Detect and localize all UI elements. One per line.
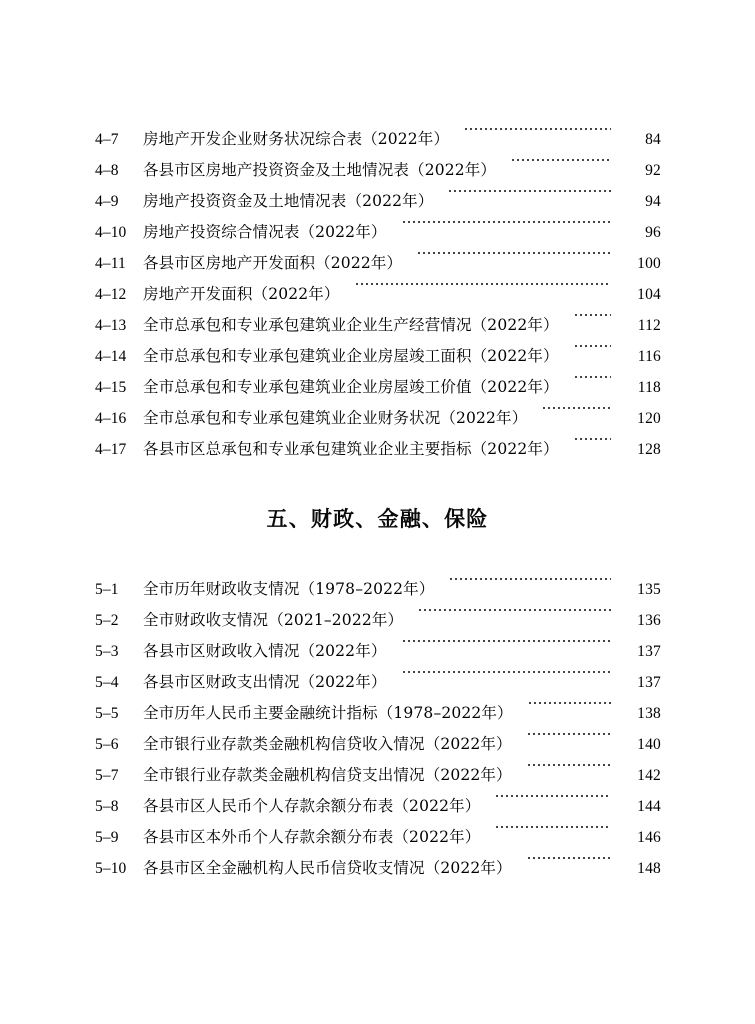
dot-leader (569, 361, 619, 392)
dot-leader (569, 423, 619, 454)
toc-entry-number: 4–11 (95, 255, 126, 272)
dot-leader (444, 563, 619, 594)
toc-entry-number: 4–14 (95, 348, 127, 365)
toc-entry-page-number: 140 (637, 736, 661, 753)
toc-entry-number: 4–17 (95, 441, 127, 458)
toc-entry-number: 5–9 (95, 829, 119, 846)
dot-leader (350, 268, 619, 299)
toc-entry-number: 5–3 (95, 643, 119, 660)
toc-entry-title[interactable]: 全市财政收支情况（2021–2022年） (143, 611, 404, 629)
toc-entry-page-number: 96 (645, 224, 661, 241)
toc-entry-number: 5–8 (95, 798, 119, 815)
toc-section-4-list (95, 113, 661, 458)
toc-entry-number: 5–1 (95, 581, 119, 598)
toc-entry-row[interactable] (95, 563, 661, 598)
dot-leader (443, 175, 619, 206)
toc-entry-page-number: 146 (637, 829, 661, 846)
toc-entry-page-number: 148 (637, 860, 661, 877)
toc-entry-title[interactable]: 房地产开发企业财务状况综合表（2022年） (143, 130, 450, 148)
dot-leader (569, 330, 619, 361)
toc-entry-number: 5–5 (95, 705, 119, 722)
toc-entry-number: 4–15 (95, 379, 127, 396)
toc-entry-title[interactable]: 全市银行业存款类金融机构信贷收入情况（2022年） (143, 735, 512, 753)
toc-entry-page-number: 100 (637, 255, 661, 272)
dot-leader (490, 780, 619, 811)
dot-leader (490, 811, 619, 842)
section-heading-5: 五、财政、金融、保险 (266, 507, 489, 531)
dot-leader (506, 144, 619, 175)
toc-entry-number: 5–2 (95, 612, 119, 629)
dot-leader (569, 299, 619, 330)
toc-entry-title[interactable]: 全市总承包和专业承包建筑业企业房屋竣工价值（2022年） (143, 378, 559, 396)
toc-entry-page-number: 137 (637, 643, 661, 660)
toc-entry-number: 5–10 (95, 860, 127, 877)
toc-entry-page-number: 128 (637, 441, 661, 458)
toc-entry-title[interactable]: 房地产投资资金及土地情况表（2022年） (143, 192, 434, 210)
dot-leader (397, 206, 620, 237)
dot-leader (412, 237, 619, 268)
toc-entry-page-number: 144 (637, 798, 661, 815)
dot-leader (523, 687, 619, 718)
toc-entry-number: 5–4 (95, 674, 119, 691)
toc-entry-title[interactable]: 全市银行业存款类金融机构信贷支出情况（2022年） (143, 766, 512, 784)
toc-entry-page-number: 136 (637, 612, 661, 629)
toc-entry-number: 4–9 (95, 193, 119, 210)
toc-entry-title[interactable]: 各县市区房地产开发面积（2022年） (143, 254, 403, 272)
toc-entry-page-number: 116 (637, 348, 661, 365)
dot-leader (522, 749, 619, 780)
dot-leader (413, 594, 619, 625)
toc-entry-page-number: 120 (637, 410, 661, 427)
toc-entry-title[interactable]: 各县市区全金融机构人民币信贷收支情况（2022年） (143, 859, 512, 877)
toc-entry-title[interactable]: 全市总承包和专业承包建筑业企业生产经营情况（2022年） (143, 316, 559, 334)
toc-entry-page-number: 137 (637, 674, 661, 691)
toc-entry-number: 4–16 (95, 410, 127, 427)
toc-entry-page-number: 112 (637, 317, 661, 334)
toc-entry-page-number: 135 (637, 581, 661, 598)
toc-entry-number: 4–8 (95, 162, 119, 179)
toc-entry-page-number: 94 (645, 193, 661, 210)
toc-entry-title[interactable]: 各县市区财政支出情况（2022年） (143, 673, 387, 691)
dot-leader (459, 113, 619, 144)
dot-leader (537, 392, 619, 423)
toc-entry-title[interactable]: 全市历年人民币主要金融统计指标（1978–2022年） (143, 704, 513, 722)
dot-leader (522, 718, 619, 749)
toc-entry-number: 4–7 (95, 131, 119, 148)
toc-entry-number: 4–12 (95, 286, 127, 303)
toc-entry-page-number: 118 (637, 379, 661, 396)
toc-entry-title[interactable]: 各县市区本外币个人存款余额分布表（2022年） (143, 828, 481, 846)
dot-leader (397, 625, 620, 656)
toc-entry-number: 4–13 (95, 317, 127, 334)
toc-entry-page-number: 138 (637, 705, 661, 722)
toc-entry-title[interactable]: 各县市区财政收入情况（2022年） (143, 642, 387, 660)
toc-entry-page-number: 92 (645, 162, 661, 179)
toc-entry-number: 4–10 (95, 224, 127, 241)
toc-entry-title[interactable]: 各县市区总承包和专业承包建筑业企业主要指标（2022年） (143, 440, 559, 458)
toc-entry-number: 5–6 (95, 736, 119, 753)
toc-entry-title[interactable]: 全市总承包和专业承包建筑业企业房屋竣工面积（2022年） (143, 347, 559, 365)
toc-entry-title[interactable]: 房地产开发面积（2022年） (143, 285, 340, 303)
dot-leader (522, 842, 619, 873)
toc-entry-title[interactable]: 全市总承包和专业承包建筑业企业财务状况（2022年） (143, 409, 528, 427)
toc-entry-row[interactable] (95, 113, 661, 148)
toc-entry-title[interactable]: 房地产投资综合情况表（2022年） (143, 223, 387, 241)
toc-entry-page-number: 142 (637, 767, 661, 784)
toc-entry-title[interactable]: 各县市区房地产投资资金及土地情况表（2022年） (143, 161, 497, 179)
toc-entry-title[interactable]: 全市历年财政收支情况（1978–2022年） (143, 580, 435, 598)
toc-entry-page-number: 104 (637, 286, 661, 303)
toc-entry-page-number: 84 (645, 131, 661, 148)
dot-leader (397, 656, 620, 687)
toc-entry-number: 5–7 (95, 767, 119, 784)
toc-section-5-list (95, 563, 661, 877)
toc-entry-title[interactable]: 各县市区人民币个人存款余额分布表（2022年） (143, 797, 481, 815)
